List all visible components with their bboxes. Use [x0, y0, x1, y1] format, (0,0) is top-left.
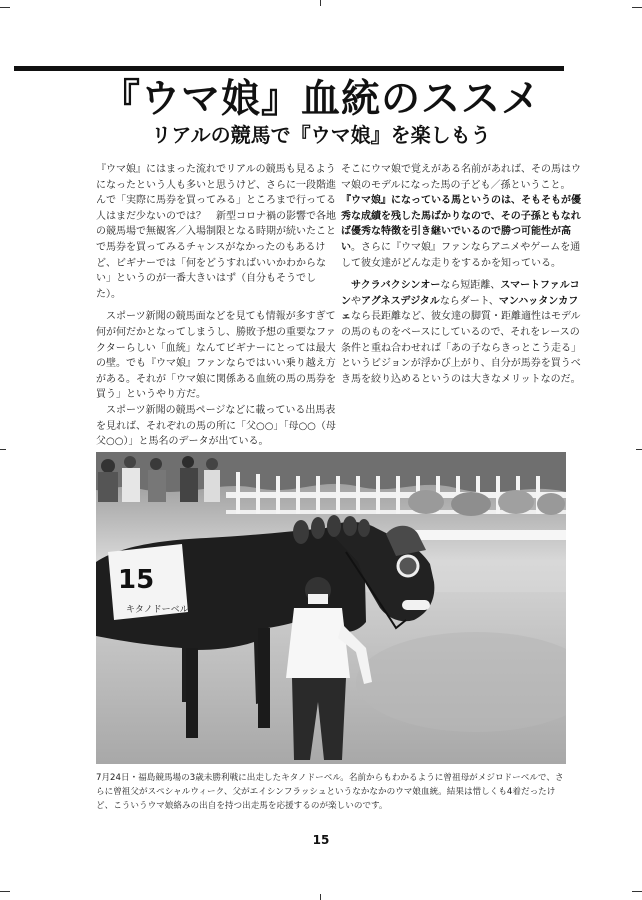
body-paragraph: スポーツ新聞の競馬面などを見ても情報が多すぎて何が何だかとなってしまうし、勝敗予想の重要なファクターらしい「血統」なんてビギナーにとっては最大の壁。でも『ウマ娘』ファンならではいい乗り越え方がある。それが「ウマ娘に関係ある血統の馬の馬券を買う」というやり方だ。 — [96, 311, 336, 401]
horse-photo-illustration — [96, 452, 566, 764]
body-text: そこにウマ娘で覚えがある名前があれば、その馬はウマ娘のモデルになった馬の子ども／孫ということ。 — [341, 164, 581, 191]
horse-name: マンハッタンカフェ — [341, 295, 579, 323]
photo-caption: 7月24日・福島競馬場の3歳未勝利戦に出走したキタノドーベル。名前からもわかるように曾祖母がメジロドーベルで、さらに曾祖父がスペシャルウィーク、父がエイシンフラッシュというなかなかのウマ娘血統。結果は惜しくも4着だったけど、こういうウマ娘絡みの出自を持つ出走馬を応援するのが楽しいのです。 — [96, 773, 564, 811]
crop-mark-bottom-left — [0, 891, 10, 892]
crop-mark-bottom-right — [632, 891, 642, 892]
horse-photo — [96, 452, 566, 764]
horse-name: アグネスデジタル — [361, 295, 440, 307]
crop-mark-right-middle — [636, 449, 642, 450]
body-column-left — [96, 162, 336, 450]
body-text: なら長距離など、彼女達の脚質・距離適性はモデルの馬のものをベースにしているので、それをレースの条件と重ね合わせれば「あの子ならきっとこう走る」というビジョンが浮かび上がり、自分が馬券を買うべき馬を絞り込めるというのは大きなメリットなのだ。 — [341, 311, 581, 385]
bib-number: 15 — [118, 565, 155, 595]
horse-name: サクラバクシンオー — [351, 280, 441, 292]
body-text: なら短距離、 — [440, 280, 501, 292]
crop-mark-left-middle — [0, 449, 6, 450]
crop-mark-bottom-center — [320, 894, 321, 900]
body-paragraph: スポーツ新聞の競馬ページなどに載っている出馬表を見れば、それぞれの馬の所に「父○○」「母○○（母父○○）」と馬名のデータが出ている。 — [96, 404, 336, 448]
article-title: 『ウマ娘』血統のススメ — [100, 77, 541, 122]
title-rule — [14, 66, 564, 71]
emphasis-text: 『ウマ娘』になっている馬というのは、そもそもが優秀な成績を残した馬ばかりなので、その子孫ともなれば優秀な特徴を引き継いでいるので勝つ可能性が高い — [341, 195, 581, 253]
body-paragraph — [341, 162, 581, 271]
article-subtitle: リアルの競馬で『ウマ娘』を楽しもう — [151, 123, 491, 147]
body-paragraph: 『ウマ娘』にはまった流れでリアルの競馬も見るようになったという人も多いと思うけど、さらに一段階進んで「実際に馬券を買ってみる」ところまで行ってる人はまだ少ないのでは？ 新型コロナ禍の影響で各地の競馬場で無観客／入場制限となる時期が続いたことで馬券を買ってみるチャンスがなかったのもあるけど、ビギナーでは「何をどうすればいいかわからない」というのが一番大きいはず（自分もそうでした）。 — [96, 164, 336, 300]
body-text: や — [351, 295, 361, 307]
bib-horse-name: キタノドーベル — [126, 605, 189, 615]
crop-mark-top-center — [320, 0, 321, 6]
crop-mark-top-left — [0, 7, 10, 8]
body-text: ならダート、 — [439, 295, 499, 307]
crop-mark-top-right — [632, 7, 642, 8]
body-paragraph — [341, 278, 581, 387]
horse-name: スマートファルコン — [341, 280, 580, 307]
body-column-right — [341, 162, 581, 387]
page-number: 15 — [312, 833, 330, 847]
body-text: 。さらに『ウマ娘』ファンならアニメやゲームを通して彼女達がどんな走りをするかを知っている。 — [341, 241, 581, 269]
